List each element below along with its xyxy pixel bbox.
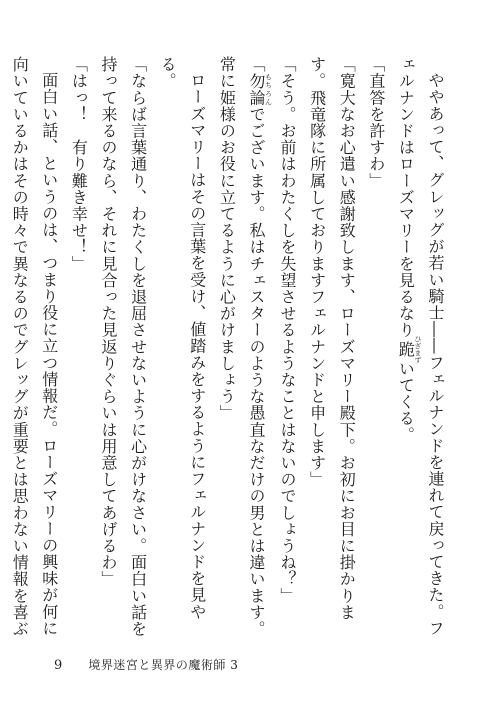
page-number: 9 xyxy=(54,658,63,673)
paragraph-4: 「そう。お前はわたくしを失望させるようなことはないのでしょうね？」 xyxy=(278,56,298,604)
ruby-base: 跪 xyxy=(396,335,416,364)
ruby-mochiron-reading: もちろん xyxy=(264,72,273,106)
paragraph-1-text: ややあって、グレッグが若い騎士――フェルナンドを連れて戻ってきた。フェルナンドはローズマリーを見るなり xyxy=(396,56,445,637)
paragraph-5: 「勿論もちろんでございます。私はチェスターのような愚直なだけの男とは違います。常に姫様のお役に立てるように心がけましょう」 xyxy=(217,56,273,638)
paragraph-2: 「直答を許すわ」 xyxy=(366,56,386,189)
paragraph-7: 「ならば言葉通り、わたくしを退屈させないように心がけなさい。面白い話を持って来るのなら、それに見合った見返りぐらいは用意してあげるわ」 xyxy=(98,56,148,637)
paragraph-1 xyxy=(391,56,450,646)
body-text xyxy=(10,56,450,646)
ruby-hizamazuku xyxy=(396,335,422,364)
ruby-mochiron: 勿論もちろん xyxy=(246,72,273,106)
paragraph-9: 面白い話、というのは、つまり役に立つ情報だ。ローズマリーの興味が何に向いているかはその時々で異なるのでグレッグが重要とは思わない情報を喜ぶ xyxy=(10,56,59,637)
paragraph-8: 「はっ！ 有り難き幸せ！」 xyxy=(69,56,89,272)
book-title: 境界迷宮と異界の魔術師 3 xyxy=(88,658,239,672)
ruby-reading: ひざまず xyxy=(413,335,422,364)
paragraph-3: 「寛大なお心遣い感謝致します、ローズマリー殿下。お初にお目に掛かります。飛竜隊に所属しておりますフェルナンドと申します」 xyxy=(307,56,357,621)
page-footer xyxy=(54,656,238,673)
paragraph-6: ローズマリーはその言葉を受け、値踏みをするようにフェルナンドを見やる。 xyxy=(158,56,207,620)
ruby-after: いてくる。 xyxy=(396,360,416,444)
